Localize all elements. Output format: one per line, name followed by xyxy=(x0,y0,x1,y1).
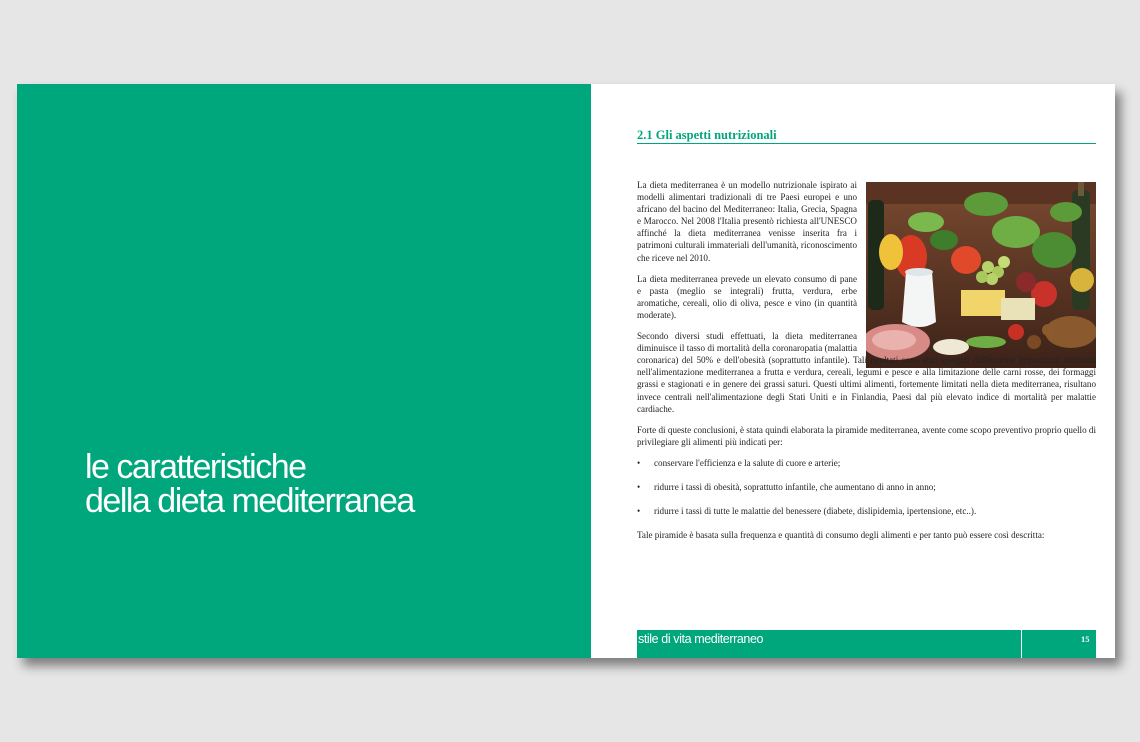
paragraph-closing: Tale piramide è basata sulla frequenza e quantità di consumo degli alimenti e per tanto può essere così descritta: xyxy=(637,530,1045,541)
benefits-list xyxy=(637,457,1096,517)
footer-divider xyxy=(1021,630,1022,658)
paragraph-studies-text: Secondo diversi studi effettuati, la dieta mediterranea diminuisce il tasso di mortalità della coronaropatia (malattia coronarica) del 50% e dell'obesità (soprattutto infantile). Tali risultati sono stati spiegati dall'enorme importanza attribuita nell'alimentazione mediterranea a frutta e verdura, cereali, legumi e pesce e alla limitazione delle carni rosse, dei formaggi grassi e stagionati e in genere dei grassi saturi. Questi ultimi alimenti, fortemente limitati nella dieta mediterranea, risultano invece centrali nell'alimentazione degli Stati Uniti e in Finlandia, Paesi dal più elevato indice di mortalità per malattie cardiache. xyxy=(637,331,1096,414)
chapter-title xyxy=(85,450,414,518)
list-item: • ridurre i tassi di tutte le malattie del benessere (diabete, dislipidemia, ipertensione, etc..). xyxy=(637,505,1096,517)
image-float-spacer xyxy=(857,330,1096,350)
list-item: • ridurre i tassi di obesità, soprattutto infantile, che aumentano di anno in anno; xyxy=(637,481,1096,493)
chapter-title-line-2: della dieta mediterranea xyxy=(85,482,414,520)
article-body xyxy=(637,179,1096,550)
section-heading: 2.1 Gli aspetti nutrizionali xyxy=(637,128,1096,144)
page-footer xyxy=(637,630,1096,658)
left-page xyxy=(17,84,591,658)
paragraph-pyramid-intro: Forte di queste conclusioni, è stata quindi elaborata la piramide mediterranea, avente come scopo preventivo proprio quello di privilegiare gli alimenti più indicati per: xyxy=(637,424,1096,447)
footer-label: stile di vita mediterraneo xyxy=(638,632,764,646)
book-spread xyxy=(17,84,1115,658)
paragraph-consumption: La dieta mediterranea prevede un elevato consumo di pane e pasta (meglio se integrali) frutta, verdura, erbe aromatiche, cereali, olio di oliva, pesce e vino (in quantità moderate). xyxy=(637,273,857,320)
paragraph-definition: La dieta mediterranea è un modello nutrizionale ispirato ai modelli alimentari tradizionali di tre Paesi europei e uno africano del bacino del Mediterraneo: Italia, Grecia, Spagna e Marocco. Nel 2008 l'Italia presentò richiesta all'UNESCO affinché la dieta mediterranea venisse inserita fra i patrimoni culturali immateriali dell'umanità, riconoscimento che riceve nel 2010. xyxy=(637,180,857,263)
paragraph-studies xyxy=(637,330,1096,415)
list-item: • conservare l'efficienza e la salute di cuore e arterie; xyxy=(637,457,1096,469)
page-number: 15 xyxy=(1081,634,1090,644)
chapter-title-line-1: le caratteristiche xyxy=(85,448,306,486)
right-page xyxy=(591,84,1115,658)
